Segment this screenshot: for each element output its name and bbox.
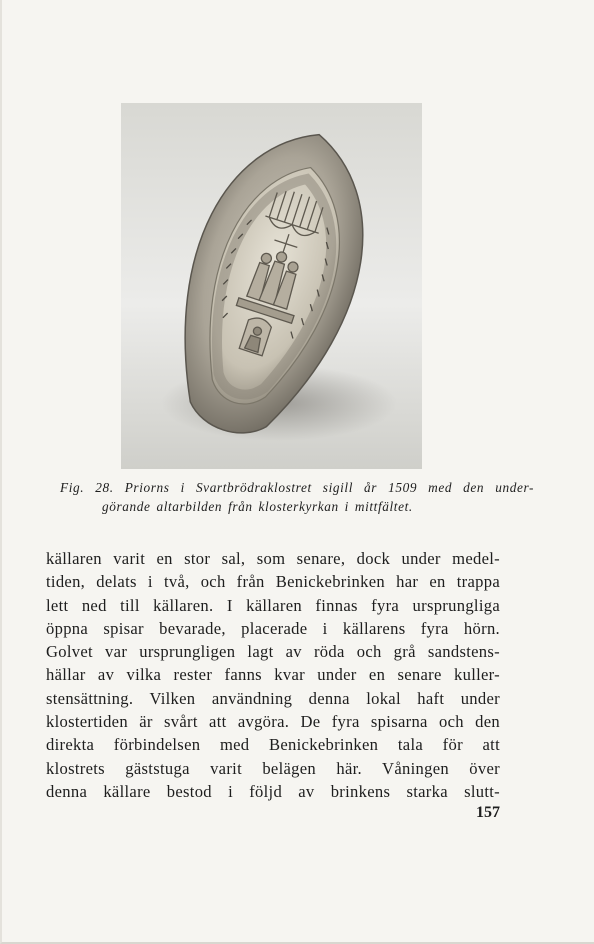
body-line: tiden, delats i två, och från Benickebrinken har en trappa — [46, 572, 500, 592]
body-line: lett ned till källaren. I källaren finnas fyra ursprungliga — [46, 595, 500, 615]
body-line: denna källare bestod i följd av brinkens starka slutt- — [46, 781, 500, 801]
body-line: direkta förbindelsen med Benickebrinken tala för att — [46, 735, 500, 755]
body-line: källaren varit en stor sal, som senare, dock under medel- — [46, 549, 500, 568]
caption-line-2: görande altarbilden från klosterkyrkan i mittfältet. — [102, 499, 413, 514]
body-line: klostrets gäststuga varit belägen här. Våningen över — [46, 758, 500, 778]
caption-line-1: Fig. 28. Priorns i Svartbrödraklostret sigill år 1509 med den under- — [60, 480, 534, 495]
body-paragraph — [46, 547, 500, 803]
page-number: 157 — [476, 804, 500, 821]
body-line: hällar av vilka rester fanns kvar under en senare kuller- — [46, 665, 500, 685]
figure-caption — [60, 478, 534, 516]
body-line: stensättning. Vilken användning denna lokal haft under — [46, 688, 500, 708]
seal-illustration — [121, 103, 422, 469]
body-line: öppna spisar bevarade, placerade i källarens fyra hörn. — [46, 618, 500, 638]
body-line: klostertiden är svårt att avgöra. De fyra spisarna och den — [46, 712, 500, 732]
seal-photograph — [121, 103, 422, 469]
body-line: Golvet var ursprungligen lagt av röda och grå sandstens- — [46, 642, 500, 662]
